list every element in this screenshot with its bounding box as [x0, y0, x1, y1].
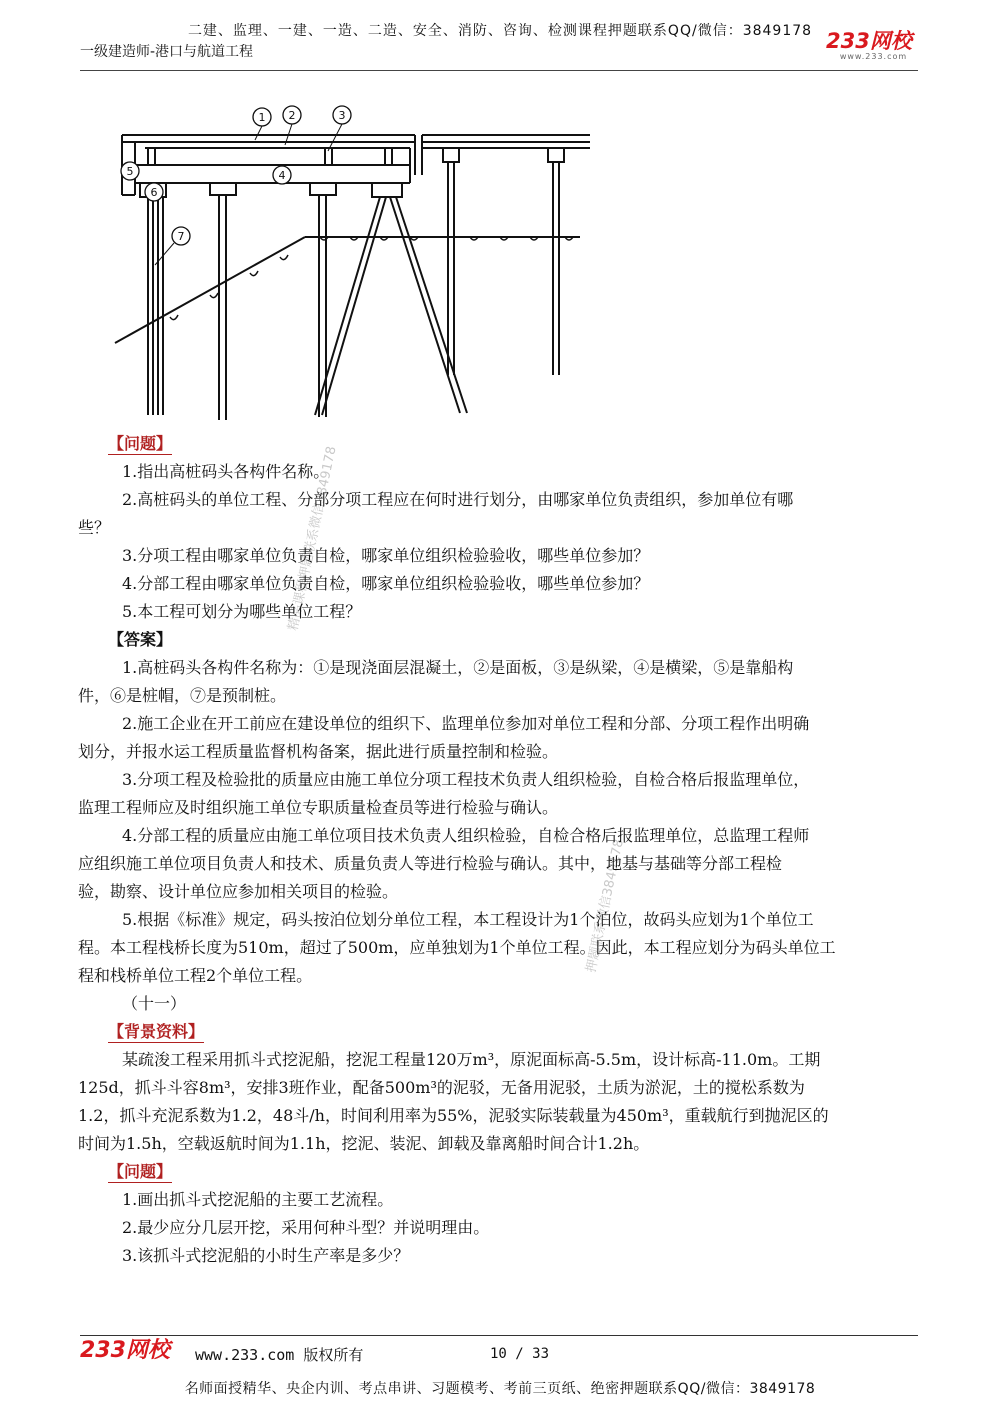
header-subtitle: 一级建造师-港口与航道工程 — [80, 44, 254, 60]
background-line-2: 125d，抓斗斗容8m³，安排3班作业，配备500m³的泥驳，无备用泥驳，土质为淤泥，土的搅松系数为 — [78, 1078, 805, 1097]
answer-4-line-2: 应组织施工单位项目负责人和技术、质量负责人等进行检验与确认。其中，地基与基础等分部工程检 — [78, 854, 783, 873]
case-question-3: 3.该抓斗式挖泥船的小时生产率是多少？ — [122, 1246, 410, 1265]
watermark-1: 精品课程押题联系微信3849178 — [285, 445, 340, 632]
diagram-label-2: 2 — [288, 109, 296, 122]
watermark-2: 押题联系微信3849178 — [583, 837, 627, 974]
answer-4-line-1: 4.分部工程的质量应由施工单位项目技术负责人组织检验，自检合格后报监理单位，总监理工程师 — [122, 826, 810, 845]
footer-logo — [80, 1340, 170, 1362]
diagram-label-3: 3 — [338, 109, 346, 122]
footer-copyright: www.233.com 版权所有 — [195, 1346, 364, 1364]
answer-1-line-2: 件，⑥是桩帽，⑦是预制桩。 — [78, 686, 287, 705]
header-banner: 二建、监理、一建、一造、二造、安全、消防、咨询、检测课程押题联系QQ/微信：3849178 — [187, 23, 813, 39]
wharf-diagram — [110, 95, 600, 430]
background-line-1: 某疏浚工程采用抓斗式挖泥船，挖泥工程量120万m³，原泥面标高-5.5m，设计标高-11.0m。工期 — [122, 1050, 821, 1069]
case-question-2: 2.最少应分几层开挖，采用何种斗型？并说明理由。 — [122, 1218, 490, 1237]
header-logo — [826, 30, 921, 61]
question-3: 3.分项工程由哪家单位负责自检，哪家单位组织检验验收，哪些单位参加？ — [122, 546, 650, 565]
question-5: 5.本工程可划分为哪些单位工程？ — [122, 602, 362, 621]
answer-3-line-2: 监理工程师应及时组织施工单位专职质量检查员等进行检验与确认。 — [78, 798, 559, 817]
answer-3-line-1: 3.分项工程及检验批的质量应由施工单位分项工程技术负责人组织检验，自检合格后报监理单位， — [122, 770, 810, 789]
question-2-cont: 些？ — [78, 518, 111, 537]
header-logo-text: 233网校 — [826, 29, 912, 53]
background-heading: 【背景资料】 — [108, 1022, 205, 1041]
diagram-label-5: 5 — [126, 165, 134, 178]
answer-5-line-1: 5.根据《标准》规定，码头按泊位划分单位工程，本工程设计为1个泊位，故码头应划为1个单位工 — [122, 910, 814, 929]
answer-5-line-3: 程和栈桥单位工程2个单位工程。 — [78, 966, 313, 985]
question-heading: 【问题】 — [108, 434, 173, 453]
case-number: （十一） — [122, 994, 187, 1013]
background-line-3: 1.2，抓斗充泥系数为1.2，48斗/h，时间利用率为55%，泥驳实际装载量为450m³，重载航行到抛泥区的 — [78, 1106, 829, 1125]
diagram-label-1: 1 — [258, 111, 266, 124]
question-4: 4.分部工程由哪家单位负责自检，哪家单位组织检验验收，哪些单位参加？ — [122, 574, 650, 593]
page-number: 10 / 33 — [490, 1346, 550, 1362]
question-1: 1.指出高桩码头各构件名称。 — [122, 462, 330, 481]
diagram-label-6: 6 — [150, 186, 158, 199]
diagram-label-4: 4 — [278, 169, 286, 182]
header-logo-url: www.233.com — [839, 52, 908, 61]
answer-1-line-1: 1.高桩码头各构件名称为：①是现浇面层混凝土，②是面板，③是纵梁，④是横梁，⑤是靠船构 — [122, 658, 794, 677]
answer-4-line-3: 验，勘察、设计单位应参加相关项目的检验。 — [78, 882, 399, 901]
content-body — [78, 430, 924, 1270]
footer-rule — [80, 1335, 918, 1336]
case-question-heading: 【问题】 — [108, 1162, 173, 1181]
diagram-label-7: 7 — [177, 230, 185, 243]
footer-logo-text: 233网校 — [80, 1338, 170, 1363]
question-2: 2.高桩码头的单位工程、分部分项工程应在何时进行划分，由哪家单位负责组织，参加单位有哪 — [122, 490, 794, 509]
header-rule — [80, 70, 918, 71]
answer-5-line-2: 程。本工程栈桥长度为510m，超过了500m，应单独划为1个单位工程。因此，本工程应划分为码头单位工 — [78, 938, 836, 957]
case-question-1: 1.画出抓斗式挖泥船的主要工艺流程。 — [122, 1190, 394, 1209]
answer-2-line-1: 2.施工企业在开工前应在建设单位的组织下、监理单位参加对单位工程和分部、分项工程作出明确 — [122, 714, 810, 733]
footer-banner: 名师面授精华、央企内训、考点串讲、习题模考、考前三页纸、绝密押题联系QQ/微信：3849178 — [184, 1381, 816, 1397]
background-line-4: 时间为1.5h，空载返航时间为1.1h，挖泥、装泥、卸载及靠离船时间合计1.2h。 — [78, 1134, 650, 1153]
answer-heading: 【答案】 — [108, 630, 173, 649]
answer-2-line-2: 划分，并报水运工程质量监督机构备案，据此进行质量控制和检验。 — [78, 742, 559, 761]
